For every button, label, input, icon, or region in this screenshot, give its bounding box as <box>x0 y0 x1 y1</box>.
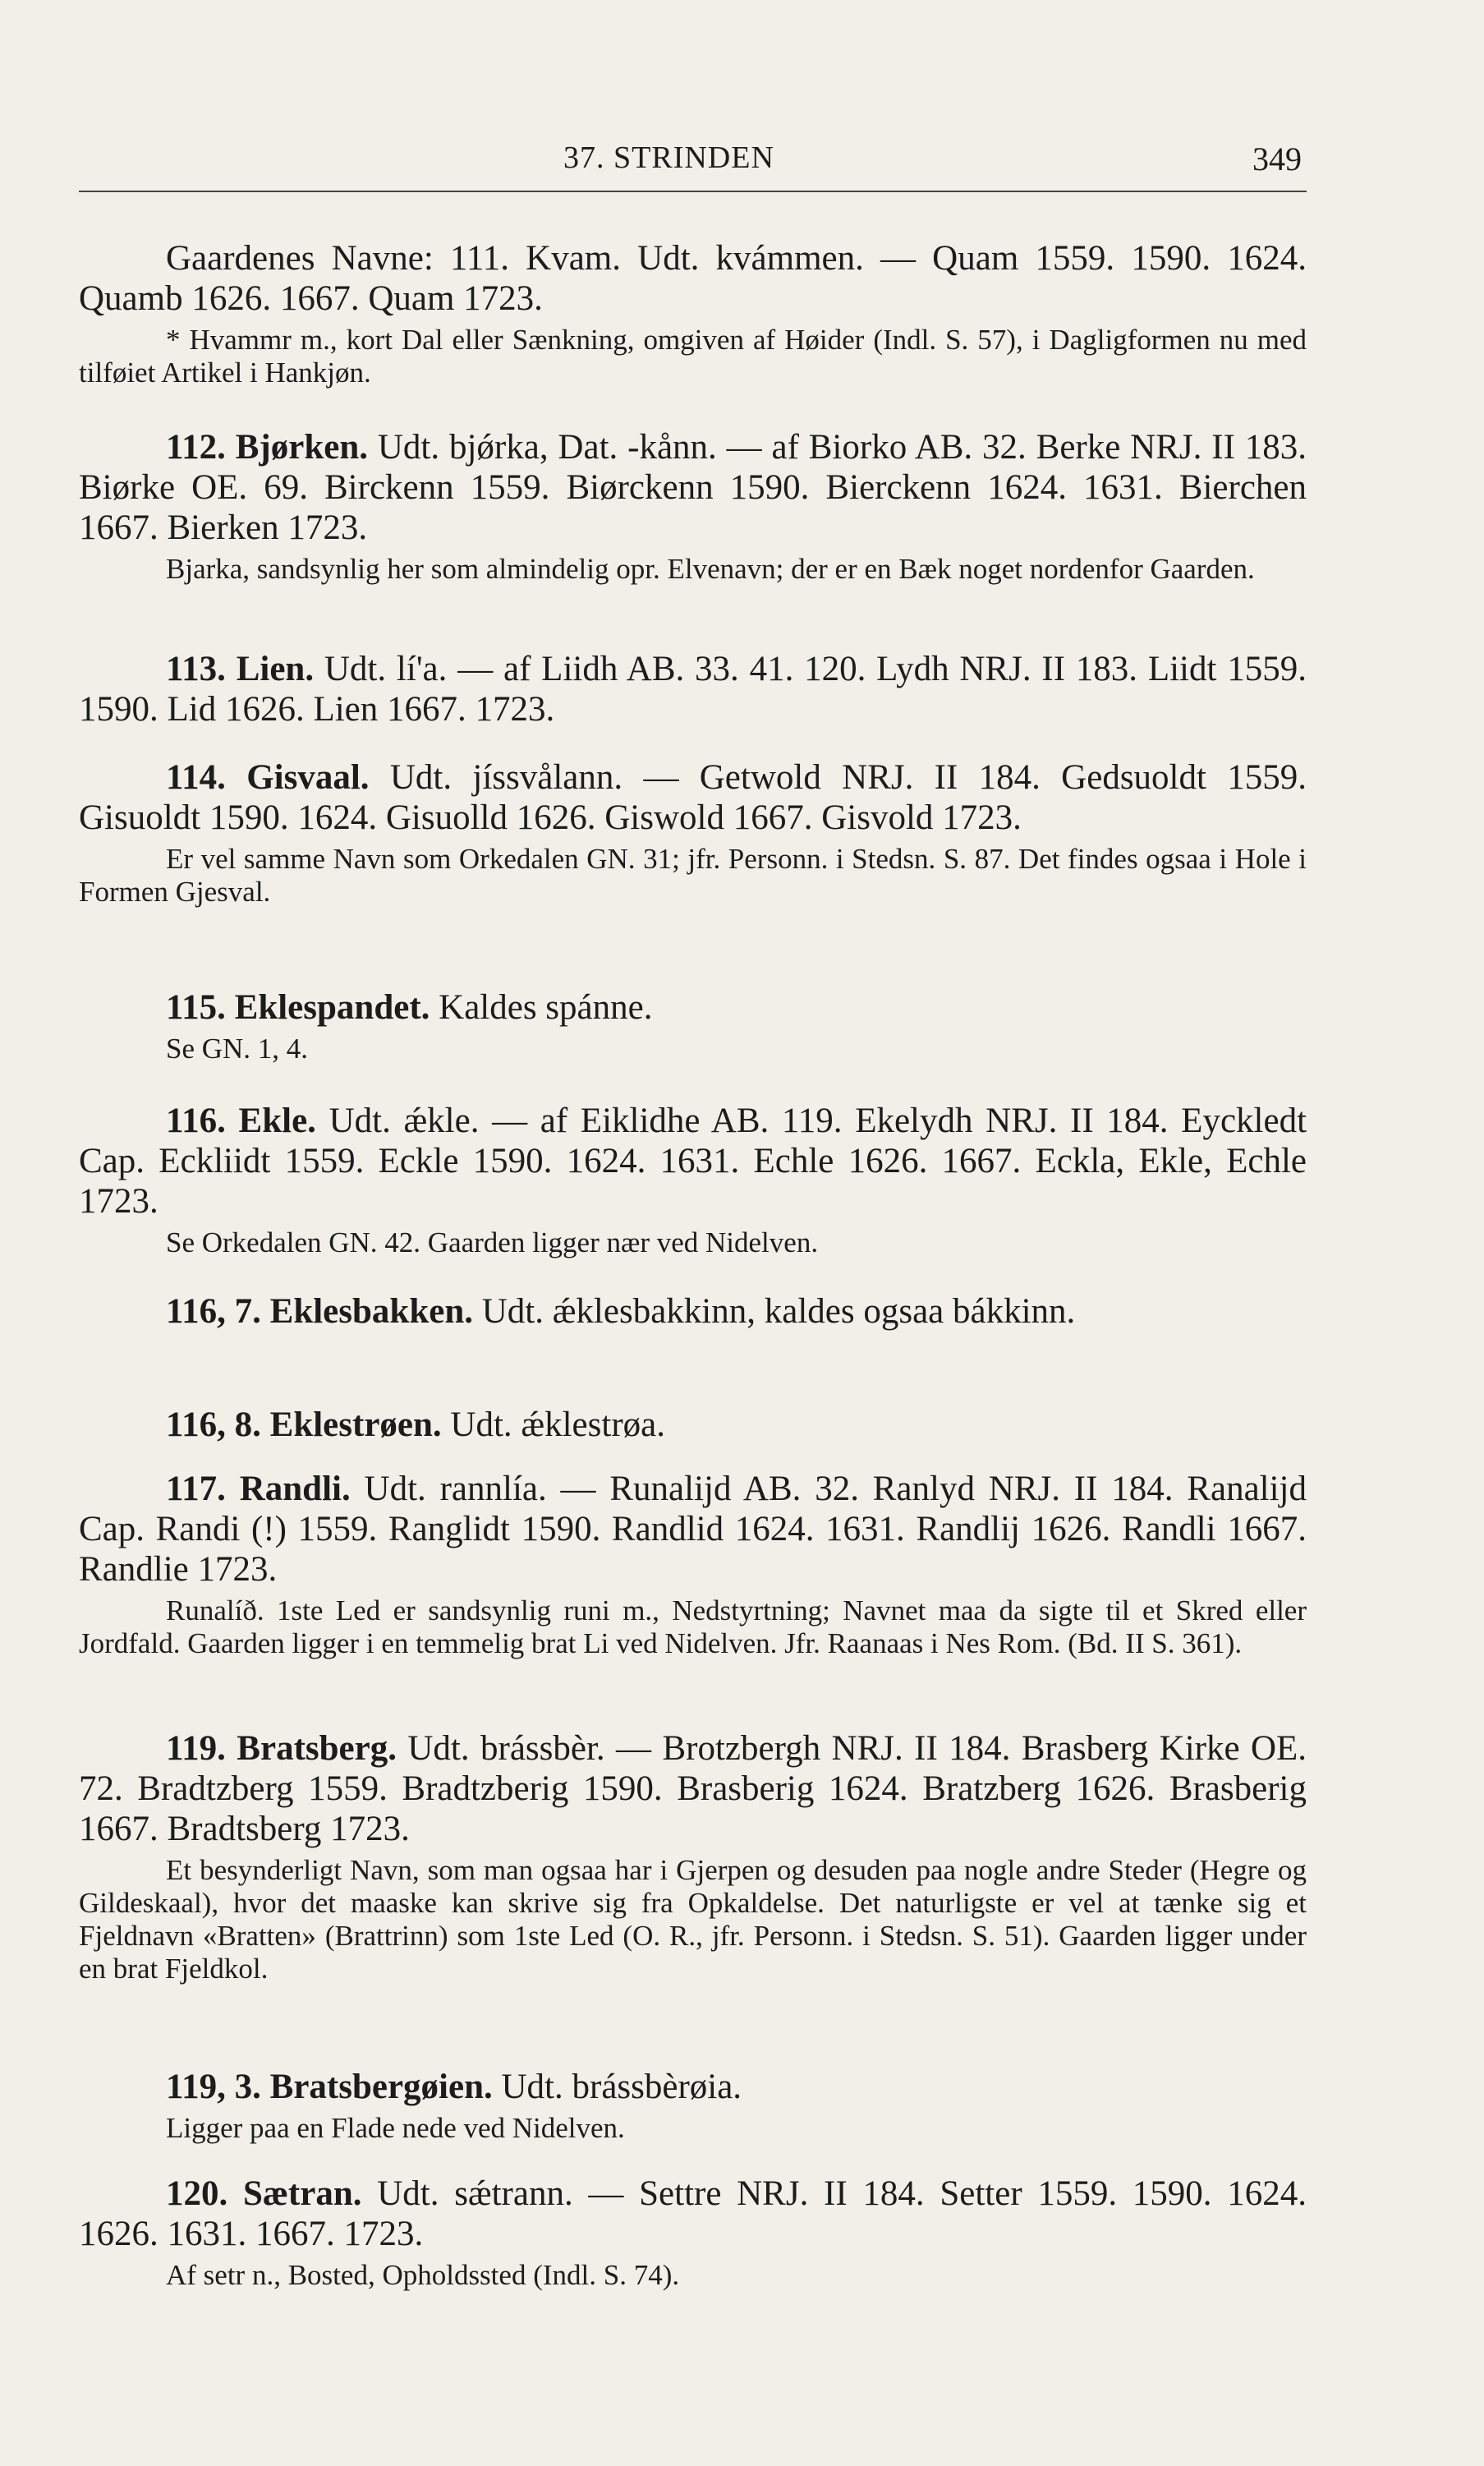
entry-note: Bjarka, sandsynlig her som almindelig opr. Elvenavn; der er en Bæk noget nordenfor Gaarden. <box>166 553 1255 585</box>
entry-text: Udt. brássbèr. — Brotzbergh NRJ. II 184. Brasberg Kirke OE. 72. Bradtzberg 1559. Bradtzberig 1590. Brasberig 1624. Bratzberg 1626. Brasberig 1667. Bradtsberg 1723. <box>79 1729 1307 1848</box>
entry-number: 116. <box>166 1102 226 1140</box>
entry-text: Udt. bjǿrka, Dat. -kånn. — af Biorko AB. 32. Berke NRJ. II 183. Biørke OE. 69. Birckenn 1559. Biørckenn 1590. Bierckenn 1624. 1631. Bierchen 1667. Bierken 1723. <box>79 428 1307 547</box>
entry-111 <box>79 238 1307 389</box>
entry-114 <box>79 757 1307 909</box>
entry-note: * Hvammr m., kort Dal eller Sænkning, omgiven af Høider (Indl. S. 57), i Dagligformen nu med tilføiet Artikel i Hankjøn. <box>79 324 1307 389</box>
farm-name: Gisvaal. <box>246 758 370 797</box>
entry-text: Udt. ǽklestrøa. <box>450 1406 665 1444</box>
entry-note: Et besynderligt Navn, som man ogsaa har i Gjerpen og desuden paa nogle andre Steder (Hegre og Gildeskaal), hvor det maaske kan skrive sig fra Opkaldelse. Det naturligste er vel at tænke sig et Fjeldnavn «Bratten» (Brattrinn) som 1ste Led (O. R., jfr. Personn. i Stedsn. S. 51). Gaarden ligger under en brat Fjeldkol. <box>79 1854 1307 1985</box>
entry-119-3 <box>79 2067 1307 2145</box>
entry-text: Kaldes spánne. <box>439 988 653 1027</box>
entry-text: Gaardenes Navne: 111. Kvam. Udt. kvámmen. — Quam 1559. 1590. 1624. Quamb 1626. 1667. Quam 1723. <box>79 239 1307 318</box>
section-title: 37. STRINDEN <box>563 140 774 175</box>
farm-name: Eklesbakken. <box>269 1292 473 1331</box>
entry-number: 114. <box>166 758 226 797</box>
farm-name: Sætran. <box>242 2174 362 2213</box>
farm-name: Randli. <box>239 1470 351 1508</box>
entry-117 <box>79 1469 1307 1660</box>
entry-note: Er vel samme Navn som Orkedalen GN. 31; jfr. Personn. i Stedsn. S. 87. Det findes ogsaa i Hole i Formen Gjesval. <box>79 843 1307 908</box>
farm-name: Eklespandet. <box>234 988 430 1027</box>
entry-note: Se Orkedalen GN. 42. Gaarden ligger nær ved Nidelven. <box>166 1226 819 1258</box>
entry-number: 119, 3. <box>166 2068 261 2106</box>
entry-text: Udt. brássbèrøia. <box>501 2068 742 2106</box>
entry-number: 116, 8. <box>166 1406 261 1444</box>
farm-name: Eklestrøen. <box>269 1406 442 1444</box>
entry-note: Af setr n., Bosted, Opholdssted (Indl. S. 74). <box>166 2259 680 2291</box>
entry-note: Se GN. 1, 4. <box>166 1033 309 1065</box>
entry-number: 116, 7. <box>166 1292 261 1331</box>
entry-number: 120. <box>166 2174 228 2213</box>
entry-text: Udt. jíssvålann. — Getwold NRJ. II 184. Gedsuoldt 1559. Gisuoldt 1590. 1624. Gisuolld 1626. Giswold 1667. Gisvold 1723. <box>79 758 1307 837</box>
entry-116-8 <box>79 1405 1307 1445</box>
entry-112 <box>79 427 1307 586</box>
entry-113 <box>79 649 1307 729</box>
running-head <box>79 140 1307 192</box>
entry-text: Udt. ǽklesbakkinn, kaldes ogsaa bákkinn. <box>481 1292 1076 1331</box>
entry-number: 115. <box>166 988 226 1027</box>
entry-116 <box>79 1101 1307 1259</box>
entry-text: Udt. rannlía. — Runalijd AB. 32. Ranlyd NRJ. II 184. Ranalijd Cap. Randi (!) 1559. Ranglidt 1590. Randlid 1624. 1631. Randlij 1626. Randli 1667. Randlie 1723. <box>79 1470 1307 1589</box>
entry-115 <box>79 987 1307 1065</box>
farm-name: Ekle. <box>238 1102 316 1140</box>
entry-note: Runalíð. 1ste Led er sandsynlig runi m., Nedstyrtning; Navnet maa da sigte til et Skred eller Jordfald. Gaarden ligger i en temmelig brat Li ved Nidelven. Jfr. Raanaas i Nes Rom. (Bd. II S. 361). <box>79 1594 1307 1659</box>
farm-name: Bratsbergøien. <box>269 2068 493 2106</box>
farm-name: Bratsberg. <box>237 1729 397 1768</box>
entry-text: Udt. sǽtrann. — Settre NRJ. II 184. Setter 1559. 1590. 1624. 1626. 1631. 1667. 1723. <box>79 2174 1307 2253</box>
entry-text: Udt. lí'a. — af Liidh AB. 33. 41. 120. Lydh NRJ. II 183. Liidt 1559. 1590. Lid 1626. Lien 1667. 1723. <box>79 650 1307 729</box>
entry-number: 112. <box>166 428 226 467</box>
farm-name: Lien. <box>236 650 315 688</box>
entry-120 <box>79 2174 1307 2292</box>
entry-number: 119. <box>166 1729 226 1768</box>
farm-name: Bjørken. <box>235 428 368 467</box>
entry-text: Udt. ǽkle. — af Eiklidhe AB. 119. Ekelydh NRJ. II 184. Eyckledt Cap. Eckliidt 1559. Eckle 1590. 1624. 1631. Echle 1626. 1667. Eckla, Ekle, Echle 1723. <box>79 1102 1307 1221</box>
entry-number: 113. <box>166 650 226 688</box>
entry-116-7 <box>79 1291 1307 1332</box>
entry-119 <box>79 1728 1307 1985</box>
entry-number: 117. <box>166 1470 226 1508</box>
page-number: 349 <box>1252 140 1302 177</box>
entry-note: Ligger paa en Flade nede ved Nidelven. <box>166 2112 625 2144</box>
